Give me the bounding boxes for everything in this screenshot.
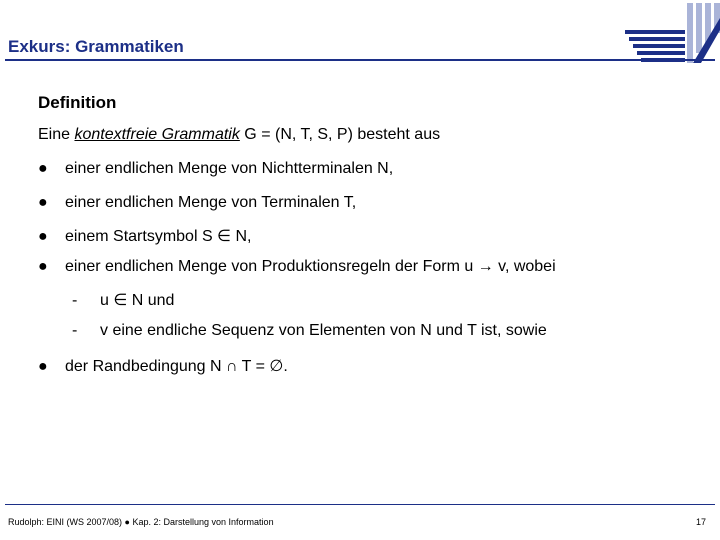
sub-item bbox=[72, 322, 547, 340]
university-logo-icon bbox=[617, 0, 720, 66]
intro-prefix: Eine bbox=[38, 126, 75, 143]
bullet-dot-icon: ● bbox=[38, 160, 48, 177]
footer-text: Rudolph: EINI (WS 2007/08) ● Kap. 2: Darstellung von Information bbox=[8, 517, 274, 527]
bullet-dot-icon: ● bbox=[38, 194, 48, 211]
sub-item bbox=[72, 290, 174, 310]
bullet-text: einem Startsymbol S ∈ N, bbox=[65, 228, 252, 245]
dash-marker: - bbox=[72, 292, 78, 309]
bullet-dot-icon: ● bbox=[38, 358, 48, 375]
bullet-text: der Randbedingung N ∩ T = ∅. bbox=[65, 358, 288, 375]
bullet-dot-icon: ● bbox=[38, 258, 48, 275]
page-number: 17 bbox=[695, 517, 706, 527]
sub-item-text: v eine endliche Sequenz von Elementen von N und T ist, sowie bbox=[100, 322, 547, 339]
bullet-text: einer endlichen Menge von Nichtterminalen N, bbox=[65, 160, 394, 177]
section-heading: Definition bbox=[38, 93, 117, 112]
bullet-item bbox=[38, 160, 393, 178]
dash-marker: - bbox=[72, 322, 78, 339]
intro-suffix: G = (N, T, S, P) besteht aus bbox=[239, 126, 441, 143]
bullet-dot-icon: ● bbox=[38, 228, 48, 245]
header-rule bbox=[5, 59, 715, 61]
bullet-item bbox=[38, 356, 288, 376]
sub-item-text: u ∈ N und bbox=[100, 292, 175, 309]
page-title: Exkurs: Grammatiken bbox=[8, 37, 184, 56]
intro-term: kontextfreie Grammatik bbox=[74, 126, 240, 143]
bullet-text: einer endlichen Menge von Produktionsregeln der Form u → v, wobei bbox=[65, 258, 556, 275]
bullet-item bbox=[38, 194, 356, 212]
intro-line bbox=[38, 126, 440, 144]
bullet-item bbox=[38, 258, 556, 276]
bullet-item bbox=[38, 226, 251, 246]
bullet-text: einer endlichen Menge von Terminalen T, bbox=[65, 194, 357, 211]
footer-rule bbox=[5, 504, 715, 505]
